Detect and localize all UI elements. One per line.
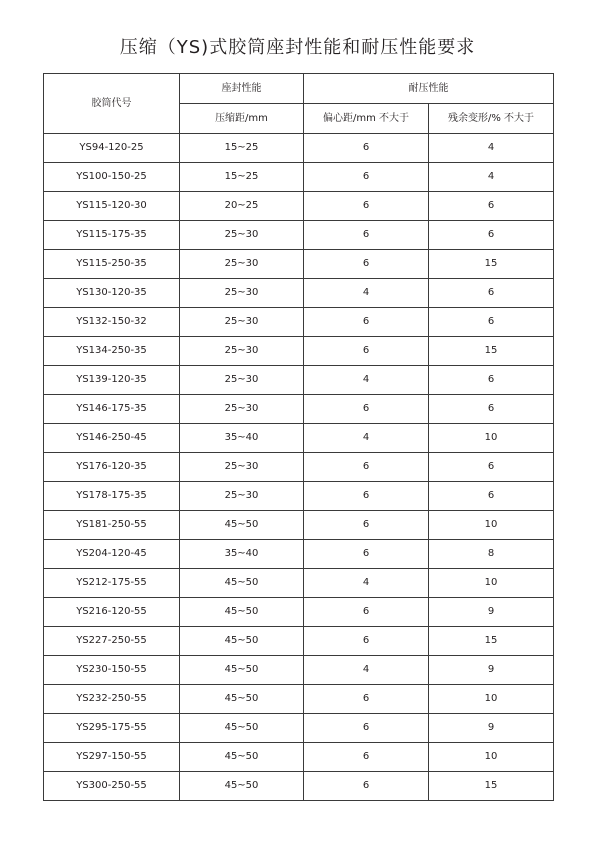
- cell-compression: 25~30: [180, 308, 304, 337]
- cell-eccentricity: 6: [304, 453, 429, 482]
- cell-eccentricity: 6: [304, 685, 429, 714]
- table-row: [44, 424, 554, 453]
- table-row: [44, 395, 554, 424]
- cell-eccentricity: 4: [304, 366, 429, 395]
- cell-model: YS146-250-45: [44, 424, 180, 453]
- cell-residual: 15: [429, 772, 554, 801]
- cell-residual: 4: [429, 134, 554, 163]
- cell-compression: 15~25: [180, 163, 304, 192]
- cell-compression: 35~40: [180, 540, 304, 569]
- table-row: [44, 192, 554, 221]
- header-pressure-group: 耐压性能: [304, 74, 554, 104]
- cell-model: YS115-175-35: [44, 221, 180, 250]
- cell-model: YS230-150-55: [44, 656, 180, 685]
- cell-model: YS297-150-55: [44, 743, 180, 772]
- cell-compression: 45~50: [180, 627, 304, 656]
- cell-compression: 45~50: [180, 569, 304, 598]
- table-row: [44, 250, 554, 279]
- cell-compression: 25~30: [180, 250, 304, 279]
- cell-compression: 15~25: [180, 134, 304, 163]
- cell-residual: 10: [429, 685, 554, 714]
- table-row: [44, 366, 554, 395]
- cell-compression: 45~50: [180, 598, 304, 627]
- cell-eccentricity: 6: [304, 134, 429, 163]
- cell-eccentricity: 6: [304, 482, 429, 511]
- cell-compression: 45~50: [180, 743, 304, 772]
- cell-residual: 10: [429, 743, 554, 772]
- cell-compression: 45~50: [180, 656, 304, 685]
- cell-compression: 45~50: [180, 772, 304, 801]
- table-row: [44, 134, 554, 163]
- cell-compression: 25~30: [180, 279, 304, 308]
- cell-compression: 25~30: [180, 482, 304, 511]
- cell-residual: 4: [429, 163, 554, 192]
- cell-eccentricity: 6: [304, 743, 429, 772]
- cell-model: YS139-120-35: [44, 366, 180, 395]
- cell-compression: 45~50: [180, 685, 304, 714]
- cell-eccentricity: 6: [304, 337, 429, 366]
- cell-eccentricity: 6: [304, 627, 429, 656]
- table-header-row: [44, 74, 554, 104]
- cell-residual: 10: [429, 424, 554, 453]
- cell-compression: 25~30: [180, 337, 304, 366]
- cell-residual: 6: [429, 279, 554, 308]
- table-row: [44, 685, 554, 714]
- cell-eccentricity: 6: [304, 395, 429, 424]
- cell-compression: 25~30: [180, 395, 304, 424]
- header-residual: 残余变形/% 不大于: [429, 104, 554, 134]
- cell-model: YS94-120-25: [44, 134, 180, 163]
- cell-compression: 25~30: [180, 366, 304, 395]
- table-row: [44, 656, 554, 685]
- table-row: [44, 511, 554, 540]
- cell-residual: 15: [429, 250, 554, 279]
- cell-residual: 10: [429, 569, 554, 598]
- cell-model: YS300-250-55: [44, 772, 180, 801]
- cell-model: YS134-250-35: [44, 337, 180, 366]
- table-row: [44, 279, 554, 308]
- cell-residual: 9: [429, 656, 554, 685]
- header-compression: 压缩距/mm: [180, 104, 304, 134]
- cell-compression: 25~30: [180, 221, 304, 250]
- cell-model: YS146-175-35: [44, 395, 180, 424]
- table-row: [44, 598, 554, 627]
- specification-table: [43, 73, 554, 801]
- cell-eccentricity: 6: [304, 714, 429, 743]
- table-row: [44, 221, 554, 250]
- cell-model: YS227-250-55: [44, 627, 180, 656]
- cell-residual: 9: [429, 714, 554, 743]
- cell-model: YS232-250-55: [44, 685, 180, 714]
- cell-eccentricity: 4: [304, 569, 429, 598]
- cell-model: YS130-120-35: [44, 279, 180, 308]
- cell-model: YS204-120-45: [44, 540, 180, 569]
- table-row: [44, 163, 554, 192]
- cell-compression: 25~30: [180, 453, 304, 482]
- table-body: [44, 134, 554, 801]
- cell-eccentricity: 6: [304, 308, 429, 337]
- cell-residual: 6: [429, 482, 554, 511]
- cell-residual: 10: [429, 511, 554, 540]
- table-row: [44, 743, 554, 772]
- table-row: [44, 337, 554, 366]
- cell-compression: 45~50: [180, 714, 304, 743]
- table-row: [44, 627, 554, 656]
- cell-eccentricity: 6: [304, 598, 429, 627]
- cell-residual: 15: [429, 627, 554, 656]
- table-row: [44, 540, 554, 569]
- cell-compression: 45~50: [180, 511, 304, 540]
- cell-compression: 35~40: [180, 424, 304, 453]
- cell-residual: 6: [429, 221, 554, 250]
- document-title: 压缩（YS)式胶筒座封性能和耐压性能要求: [119, 37, 476, 58]
- cell-residual: 6: [429, 366, 554, 395]
- cell-residual: 6: [429, 395, 554, 424]
- cell-eccentricity: 6: [304, 221, 429, 250]
- cell-model: YS115-250-35: [44, 250, 180, 279]
- table-row: [44, 308, 554, 337]
- cell-model: YS178-175-35: [44, 482, 180, 511]
- cell-eccentricity: 4: [304, 279, 429, 308]
- cell-residual: 9: [429, 598, 554, 627]
- table-row: [44, 482, 554, 511]
- cell-eccentricity: 6: [304, 250, 429, 279]
- cell-model: YS176-120-35: [44, 453, 180, 482]
- cell-model: YS295-175-55: [44, 714, 180, 743]
- cell-residual: 6: [429, 308, 554, 337]
- cell-compression: 20~25: [180, 192, 304, 221]
- cell-eccentricity: 6: [304, 163, 429, 192]
- cell-model: YS100-150-25: [44, 163, 180, 192]
- cell-model: YS132-150-32: [44, 308, 180, 337]
- cell-residual: 8: [429, 540, 554, 569]
- header-eccentricity: 偏心距/mm 不大于: [304, 104, 429, 134]
- cell-residual: 6: [429, 453, 554, 482]
- table-row: [44, 772, 554, 801]
- cell-eccentricity: 6: [304, 511, 429, 540]
- table-row: [44, 569, 554, 598]
- cell-eccentricity: 6: [304, 540, 429, 569]
- table-row: [44, 453, 554, 482]
- cell-model: YS212-175-55: [44, 569, 180, 598]
- cell-model: YS181-250-55: [44, 511, 180, 540]
- cell-model: YS216-120-55: [44, 598, 180, 627]
- cell-eccentricity: 4: [304, 424, 429, 453]
- cell-residual: 15: [429, 337, 554, 366]
- cell-eccentricity: 6: [304, 192, 429, 221]
- cell-eccentricity: 4: [304, 656, 429, 685]
- header-model: 胶筒代号: [44, 74, 180, 134]
- table-row: [44, 714, 554, 743]
- header-seal-group: 座封性能: [180, 74, 304, 104]
- cell-eccentricity: 6: [304, 772, 429, 801]
- cell-residual: 6: [429, 192, 554, 221]
- cell-model: YS115-120-30: [44, 192, 180, 221]
